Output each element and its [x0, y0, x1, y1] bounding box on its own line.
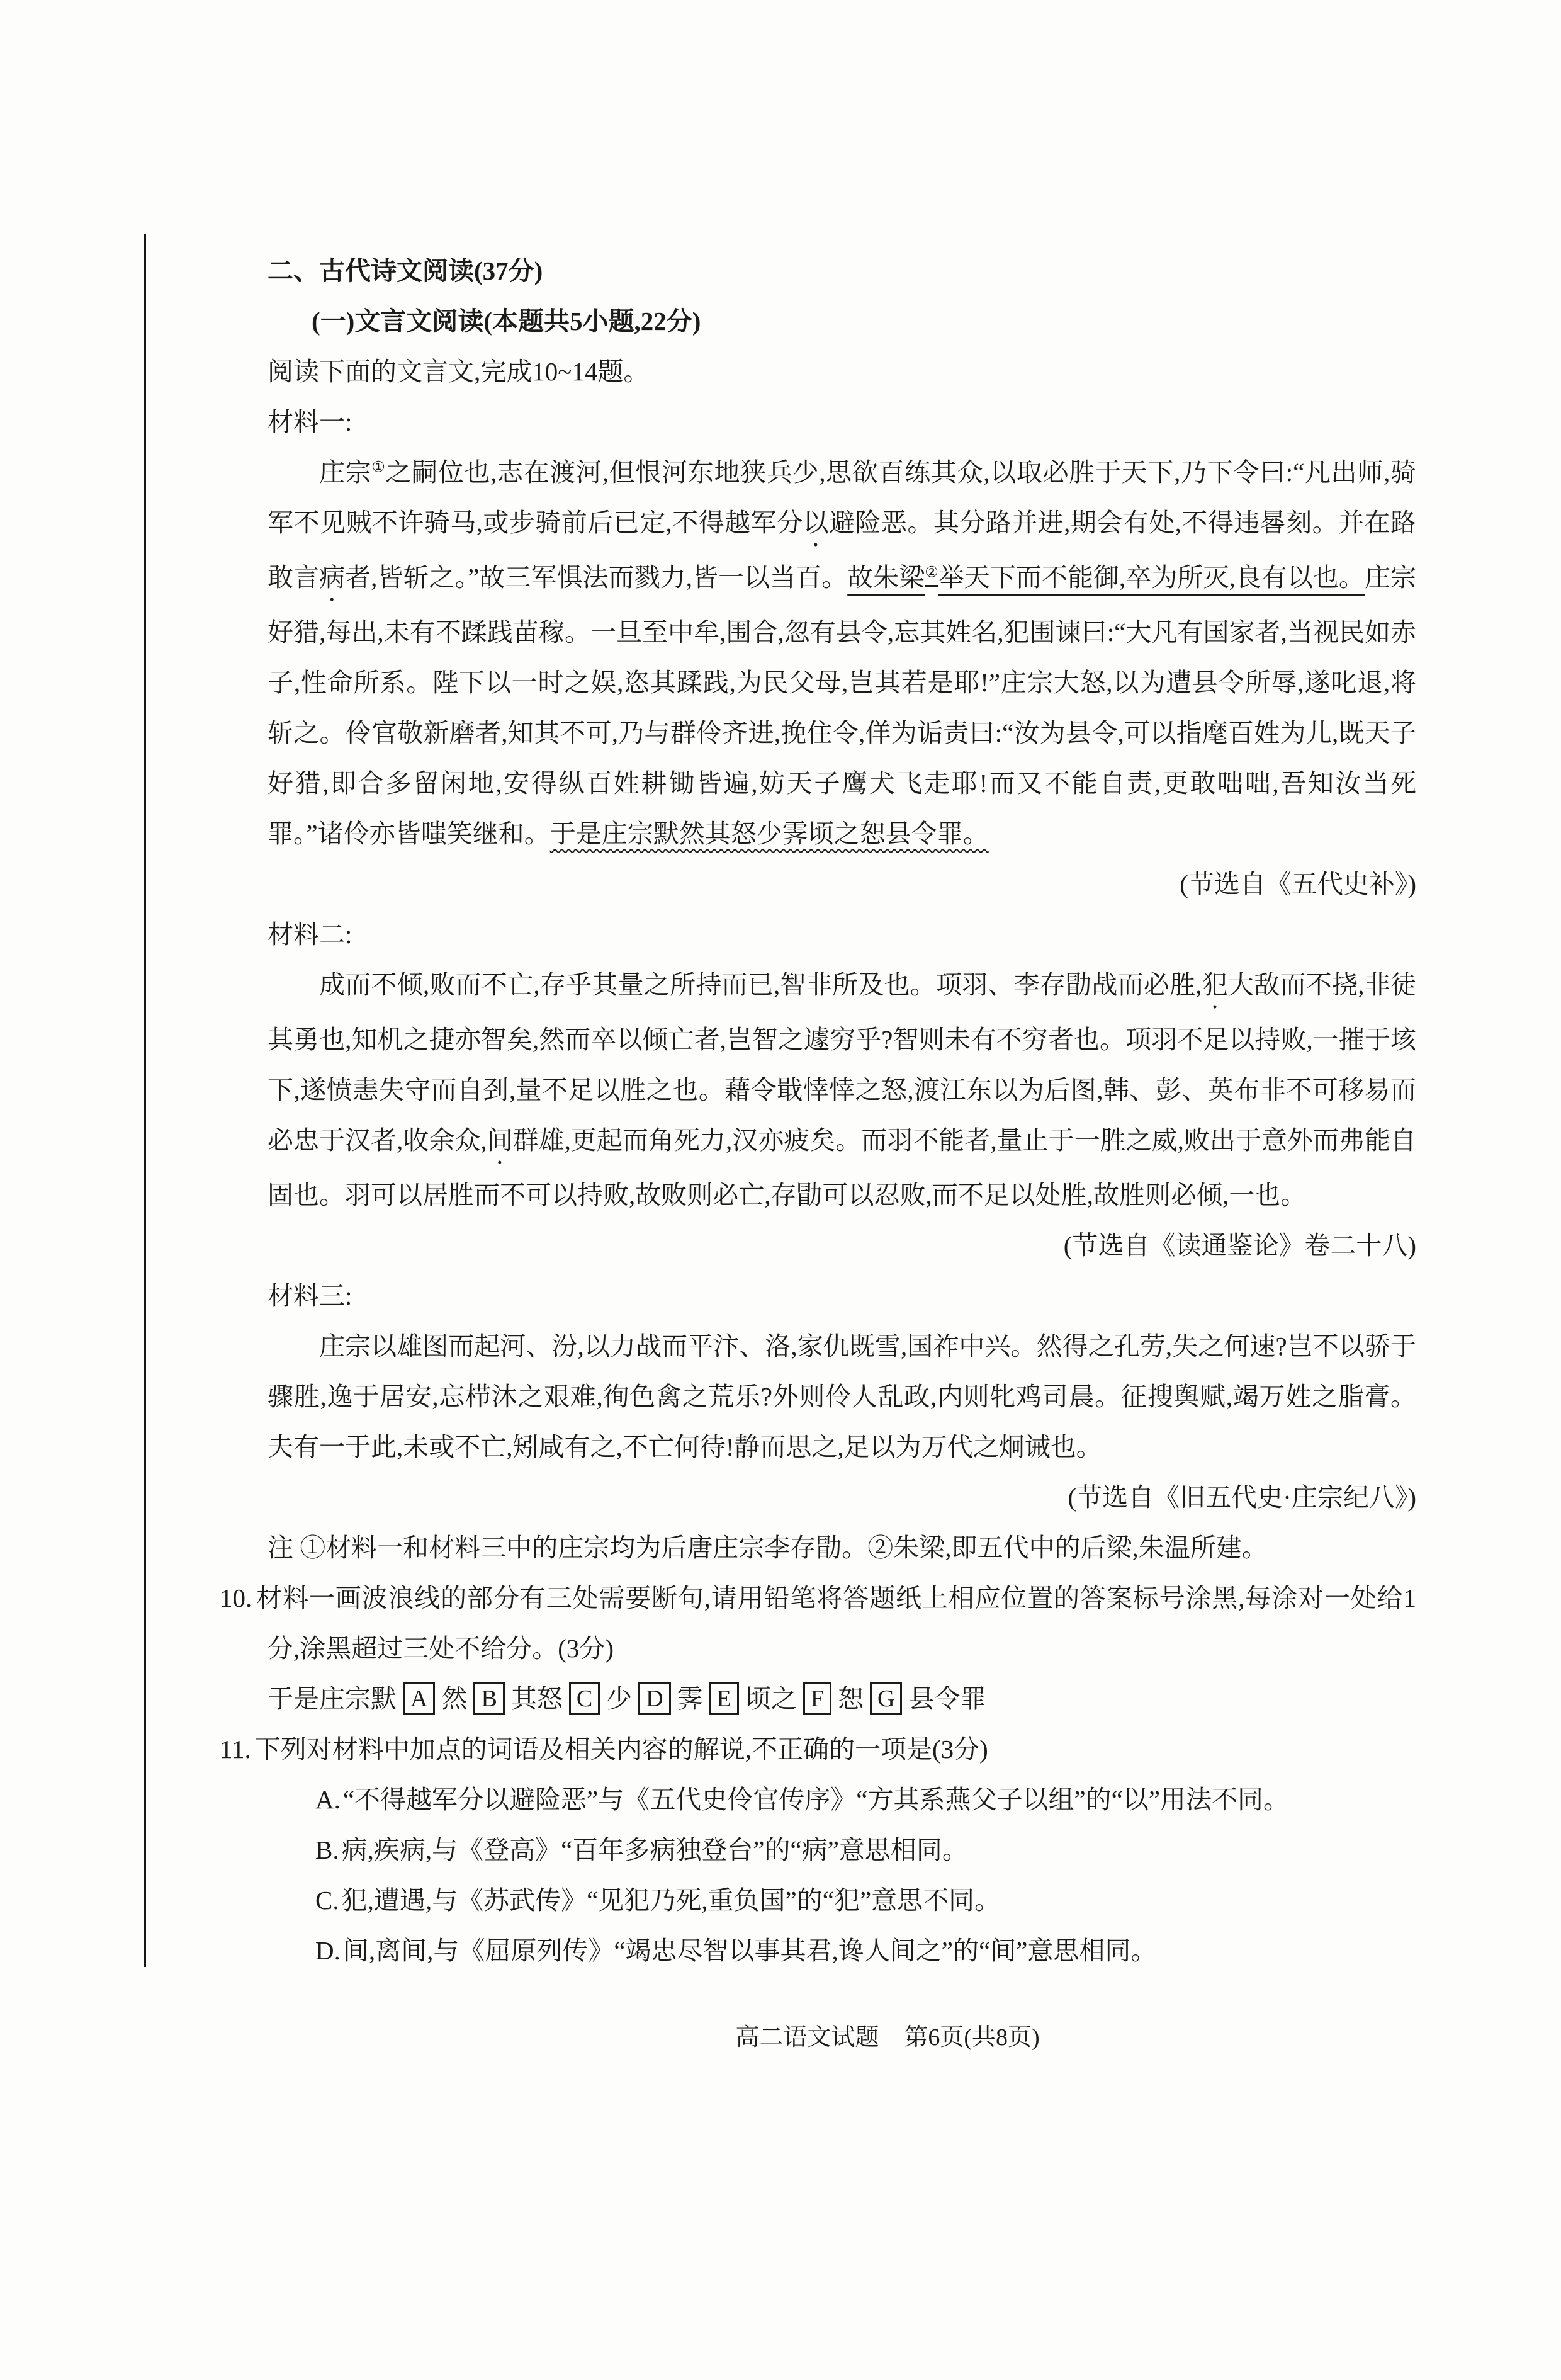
section-title: 二、古代诗文阅读(37分) — [268, 256, 543, 285]
material-2-label: 材料二: — [268, 920, 352, 949]
q11-option-b — [315, 1825, 1416, 1875]
note-text: 注 ①材料一和材料三中的庄宗均为后唐庄宗李存勖。②朱梁,即五代中的后梁,朱温所建。 — [268, 1533, 1268, 1562]
material-3-text: 庄宗以雄图而起河、汾,以力战而平汴、洛,家仇既雪,国祚中兴。然得之孔劳,失之何速?岂不以骄于骤胜,逸于居安,忘栉沐之艰难,徇色禽之荒乐?外则伶人乱政,内则牝鸡司晨。征搜舆赋,竭万姓之脂膏。夫有一于此,未或不亡,矧咸有之,不亡何待!静而思之,足以为万代之炯诫也。 — [268, 1332, 1416, 1461]
question-10 — [220, 1573, 1416, 1724]
q10-marker-a: A — [403, 1682, 435, 1715]
page-footer — [107, 2012, 1561, 2063]
q10-marker-e: E — [709, 1682, 739, 1715]
q11-option-d-text: 间,离间,与《屈原列传》“竭忠尽智以事其君,谗人间之”的“间”意思相同。 — [342, 1936, 1157, 1965]
material-1-label: 材料一: — [268, 407, 352, 436]
footer-title: 高二语文试题 — [735, 2024, 879, 2051]
q10-sentence: 于是庄宗默 A 然 B 其怒 C 少 D 霁 E 顷之 F 恕 G 县令罪 — [268, 1674, 1416, 1724]
material-2 — [268, 909, 1416, 1271]
q11-option-b-text: 病,疾病,与《登高》“百年多病独登台”的“病”意思相同。 — [341, 1835, 968, 1864]
material-2-source: (节选自《读通鉴论》卷二十八) — [1063, 1231, 1416, 1260]
q11-option-d — [315, 1925, 1416, 1976]
q10-marker-c: C — [569, 1682, 600, 1715]
q11-option-c — [315, 1875, 1416, 1925]
material-3-label: 材料三: — [268, 1281, 352, 1310]
q11-option-a-label: A. — [315, 1785, 341, 1814]
q10-text: 材料一画波浪线的部分有三处需要断句,请用铅笔将答题纸上相应位置的答案标号涂黑,每涂对一处给1分,涂黑超过三处不给分。(3分) — [256, 1584, 1416, 1663]
material-3-source: (节选自《旧五代史·庄宗纪八》) — [1068, 1483, 1416, 1512]
binding-margin-line — [144, 234, 146, 1967]
q11-option-a — [315, 1774, 1416, 1825]
reading-instruction: 阅读下面的文言文,完成10~14题。 — [268, 357, 650, 386]
q11-stem — [220, 1724, 1416, 1774]
footer-page-number: 第6页(共8页) — [904, 2024, 1040, 2051]
subsection-title: (一)文言文阅读(本题共5小题,22分) — [312, 307, 701, 336]
q10-stem — [220, 1573, 1416, 1674]
q11-options — [268, 1774, 1416, 1976]
material-2-text: 成而不倾,败而不亡,存乎其量之所持而已,智非所及也。项羽、李存勖战而必胜,犯大敌而不挠,非徒其勇也,知机之捷亦智矣,然而卒以倾亡者,岂智之遽穷乎?智则未有不穷者也。项羽不足以持败,一摧于垓下,遂愤恚失守而自刭,量不足以胜之也。藉令戢悻悻之怒,渡江东以为后图,韩、彭、英布非不可移易而必忠于汉者,收余众,间群雄,更起而角死力,汉亦疲矣。而羽不能者,量止于一胜之威,败出于意外而弗能自固也。羽可以居胜而不可以持败,故败则必亡,存勖可以忍败,而不足以处胜,故胜则必倾,一也。 — [268, 970, 1417, 1210]
material-1 — [268, 397, 1416, 909]
q11-number: 11. — [220, 1735, 251, 1764]
q10-marker-d: D — [638, 1682, 670, 1715]
q10-marker-f: F — [803, 1682, 831, 1715]
q11-option-c-label: C. — [315, 1886, 339, 1915]
q10-marker-g: G — [870, 1682, 902, 1715]
material-1-text: 庄宗①之嗣位也,志在渡河,但恨河东地狭兵少,思欲百练其众,以取必胜于天下,乃下令曰:“凡出师,骑军不见贼不许骑马,或步骑前后已定,不得越军分以避险恶。其分路并进,期会有处,不得违晷刻。并在路敢言病者,皆斩之。”故三军惧法而戮力,皆一以当百。故朱梁②举天下而不能御,卒为所灭,良有以也。庄宗好猎,每出,未有不蹂践苗稼。一旦至中牟,围合,忽有县令,忘其姓名,犯围谏曰:“大凡有国家者,当视民如赤子,性命所系。陛下以一时之娱,恣其蹂践,为民父母,岂其若是耶!”庄宗大怒,以为遭县令所辱,遂叱退,将斩之。伶官敬新磨者,知其不可,乃与群伶齐进,挽住令,佯为诟责曰:“汝为县令,可以指麾百姓为儿,既天子好猎,即合多留闲地,安得纵百姓耕锄皆遍,妨天子鹰犬飞走耶!而又不能自责,更敢咄咄,吾知汝当死罪。”诸伶亦皆嗤笑继和。于是庄宗默然其怒少霁顷之恕县令罪。 — [268, 458, 1417, 848]
q11-option-c-text: 犯,遭遇,与《苏武传》“见犯乃死,重负国”的“犯”意思不同。 — [341, 1886, 1001, 1915]
material-3 — [268, 1271, 1416, 1522]
q10-marker-b: B — [473, 1682, 504, 1715]
q10-number: 10. — [220, 1584, 252, 1612]
q11-option-d-label: D. — [315, 1936, 341, 1965]
question-11 — [220, 1724, 1416, 1976]
material-1-source: (节选自《五代史补》) — [1180, 870, 1416, 898]
page-content — [220, 246, 1417, 1976]
q11-text: 下列对材料中加点的词语及相关内容的解说,不正确的一项是(3分) — [254, 1735, 988, 1764]
q11-option-b-label: B. — [315, 1835, 339, 1864]
q11-option-a-text: “不得越军分以避险恶”与《五代史伶官传序》“方其系燕父子以组”的“以”用法不同。 — [342, 1785, 1290, 1814]
